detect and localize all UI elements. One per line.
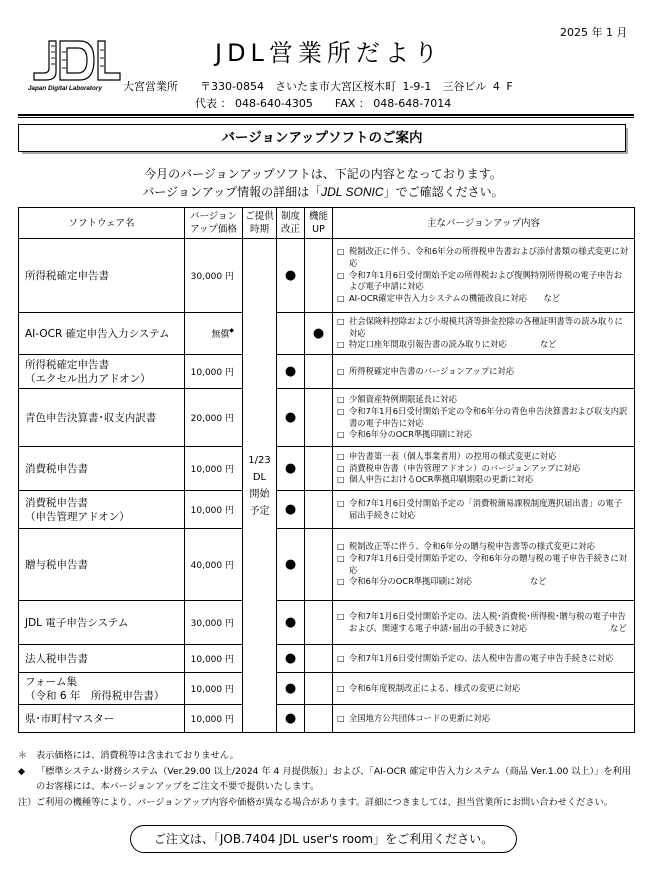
software-name: 青色申告決算書･収支内訳書	[19, 389, 185, 447]
intro-line-2: バージョンアップ情報の詳細は「JDL SONIC」でご確認ください。	[142, 185, 504, 199]
content-item: □ 全国地方公共団体コードの更新に対応	[337, 712, 491, 723]
checkbox-icon: □	[337, 498, 345, 508]
col-function-up: 機能 UP	[305, 208, 333, 239]
checkbox-icon: □	[337, 270, 345, 280]
software-name: 消費税申告書 （申告管理アドオン）	[19, 491, 185, 529]
content-item: □ 税制改正に伴う、令和6年分の所得税申告書および添付書類の様式変更に対応	[337, 246, 629, 268]
logo-caption: Japan Digital Laboratory	[28, 85, 102, 92]
upgrade-price: 10,000 円	[185, 645, 243, 673]
tax-reform-mark: ●	[277, 239, 305, 313]
update-content	[333, 355, 635, 389]
table-row	[19, 447, 635, 491]
jdl-logo	[28, 38, 122, 94]
software-name: 所得税確定申告書	[19, 239, 185, 313]
content-item: □ 令和6年分のOCR準拠印刷に対応	[337, 429, 472, 440]
page-title: JDL営業所だより	[215, 39, 443, 67]
tax-reform-mark	[277, 313, 305, 355]
note-free-offer: ◆ 「標準システム･財務システム（Ver.29.00 以上/2024 年 4 月提供版）」および、「AI-OCR 確定申告入力システム（商品 Ver.1.00 以上）」を利用のお客様には、本バージョンアップをご注文不要で提供いたします。	[18, 765, 631, 792]
checkbox-icon: □	[337, 553, 345, 563]
content-item: □ 社会保険料控除および小規模共済等掛金控除の各種証明書等の読み取りに対応	[337, 315, 623, 338]
col-software: ソフトウェア名	[19, 208, 185, 239]
function-up-mark	[305, 239, 333, 313]
table-row	[19, 529, 635, 601]
col-content: 主なバージョンアップ内容	[333, 208, 635, 239]
note-tax: ＊ 表示価格には、消費税等は含まれておりません。	[18, 750, 239, 761]
content-item: □ 税制改正等に伴う、令和6年分の贈与税申告書等の様式変更に対応	[337, 541, 595, 552]
col-price: バージョン アップ価格	[185, 208, 243, 239]
office-name: 大宮営業所	[123, 80, 178, 93]
upgrade-price: 10,000 円	[185, 491, 243, 529]
versionup-table	[18, 207, 635, 733]
checkbox-icon: □	[337, 316, 345, 326]
tax-reform-mark: ●	[277, 491, 305, 529]
function-up-mark	[305, 389, 333, 447]
note-disclaimer: 注） ご利用の機種等により、バージョンアップ内容や価格が異なる場合があります。詳細につきましては、担当営業所にお問い合わせください。	[18, 796, 613, 808]
upgrade-price: 無償◆	[185, 313, 243, 355]
release-schedule: 1/23 DL 開始 予定	[243, 239, 277, 733]
fax-number: FAX ： 048-648-7014	[334, 97, 452, 110]
checkbox-icon: □	[337, 395, 345, 405]
content-item: □ 令和7年1月6日受付開始予定の、法人税申告書の電子申告手続きに対応	[337, 652, 614, 663]
col-tax-reform: 制度 改正	[277, 208, 305, 239]
content-item: □ 特定口座年間取引報告書の読み取りに対応 など	[337, 339, 557, 350]
content-item: □ 令和7年1月6日受付開始予定の、法人税･消費税･所得税･贈与税の電子申告および、関連する電子申請･届出の手続きに対応 など	[337, 610, 627, 633]
function-up-mark	[305, 491, 333, 529]
order-info-box: ご注文は、「JOB.7404 JDL user's room」をご利用ください。	[130, 825, 517, 853]
table-header-row	[19, 208, 635, 239]
tax-reform-mark: ●	[277, 601, 305, 645]
content-item: □ 少額資産特例期限延長に対応	[337, 394, 457, 405]
checkbox-icon: □	[337, 611, 345, 621]
function-up-mark	[305, 529, 333, 601]
issue-date: 2025 年 1 月	[560, 26, 628, 39]
content-item: □ 令和6年度税制改正による、様式の変更に対応	[337, 682, 521, 693]
upgrade-price: 20,000 円	[185, 389, 243, 447]
software-name: 法人税申告書	[19, 645, 185, 673]
function-up-mark	[305, 355, 333, 389]
checkbox-icon: □	[337, 340, 345, 350]
function-up-mark: ●	[305, 313, 333, 355]
function-up-mark	[305, 601, 333, 645]
content-item: □ 令和7年1月6日受付開始予定の「消費税簡易課税制度選択届出書」の電子届出手続きに対応	[337, 497, 623, 520]
function-up-mark	[305, 447, 333, 491]
software-name: フォーム集 （令和 6 年 所得税申告書）	[19, 673, 185, 705]
software-name: 県･市町村マスター	[19, 705, 185, 733]
col-timing: ご提供 時期	[243, 208, 277, 239]
checkbox-icon: □	[337, 247, 345, 257]
checkbox-icon: □	[337, 475, 345, 485]
update-content	[333, 601, 635, 645]
upgrade-price: 30,000 円	[185, 601, 243, 645]
upgrade-price: 10,000 円	[185, 673, 243, 705]
function-up-mark	[305, 705, 333, 733]
software-name: 所得税確定申告書 （エクセル出力アドオン）	[19, 355, 185, 389]
function-up-mark	[305, 673, 333, 705]
checkbox-icon: □	[337, 430, 345, 440]
office-line	[123, 78, 513, 94]
table-row	[19, 313, 635, 355]
software-name: JDL 電子申告システム	[19, 601, 185, 645]
section-heading: バージョンアップソフトのご案内	[18, 124, 626, 152]
header-rule-thick	[18, 114, 634, 116]
content-item: □ 消費税申告書（申告管理アドオン）のバージョンアップに対応	[337, 462, 581, 473]
table-row	[19, 705, 635, 733]
content-item: □ 令和7年1月6日受付開始予定の、令和6年分の贈与税の電子申告手続きに対応	[337, 552, 627, 575]
software-name: 消費税申告書	[19, 447, 185, 491]
update-content	[333, 239, 635, 313]
checkbox-icon: □	[337, 451, 345, 461]
update-content	[333, 529, 635, 601]
tax-reform-mark: ●	[277, 389, 305, 447]
upgrade-price: 10,000 円	[185, 705, 243, 733]
header-rule-thin	[18, 117, 634, 118]
checkbox-icon: □	[337, 577, 345, 587]
jdl-sonic-link[interactable]: JDL SONIC	[321, 185, 384, 199]
checkbox-icon: □	[337, 653, 345, 663]
content-item: □ 所得税確定申告書のバージョンアップに対応	[337, 365, 515, 376]
contact-line	[195, 95, 451, 111]
update-content	[333, 389, 635, 447]
footnotes	[18, 748, 634, 810]
content-item: □ AI-OCR確定申告入力システムの機能改良に対応 など	[337, 293, 561, 304]
checkbox-icon: □	[337, 542, 345, 552]
software-name: AI-OCR 確定申告入力システム	[19, 313, 185, 355]
content-item: □ 令和7年1月6日受付開始予定の所得税および復興特別所得税の電子申告および電子申請に対応	[337, 269, 623, 292]
update-content	[333, 313, 635, 355]
tax-reform-mark: ●	[277, 673, 305, 705]
update-content	[333, 673, 635, 705]
tax-reform-mark: ●	[277, 529, 305, 601]
checkbox-icon: □	[337, 294, 345, 304]
table-row	[19, 389, 635, 447]
upgrade-price: 30,000 円	[185, 239, 243, 313]
checkbox-icon: □	[337, 713, 345, 723]
checkbox-icon: □	[337, 683, 345, 693]
office-address: 〒330-0854 さいたま市大宮区桜木町 1-9-1 三谷ビル 4 F	[200, 80, 513, 93]
tax-reform-mark: ●	[277, 447, 305, 491]
function-up-mark	[305, 645, 333, 673]
content-item: □ 個人申告におけるOCR準拠印刷期限の更新に対応	[337, 474, 534, 485]
checkbox-icon: □	[337, 406, 345, 416]
update-content	[333, 491, 635, 529]
upgrade-price: 10,000 円	[185, 447, 243, 491]
checkbox-icon: □	[337, 366, 345, 376]
content-item: □ 令和7年1月6日受付開始予定の令和6年分の青色申告決算書および収支内訳書の電子申告に対応	[337, 405, 628, 428]
tax-reform-mark: ●	[277, 645, 305, 673]
checkbox-icon: □	[337, 463, 345, 473]
table-row	[19, 645, 635, 673]
content-item: □ 令和6年分のOCR準拠印刷に対応 など	[337, 576, 547, 587]
tax-reform-mark: ●	[277, 705, 305, 733]
update-content	[333, 645, 635, 673]
table-row	[19, 601, 635, 645]
software-name: 贈与税申告書	[19, 529, 185, 601]
table-row	[19, 491, 635, 529]
table-row	[19, 239, 635, 313]
update-content	[333, 705, 635, 733]
tax-reform-mark: ●	[277, 355, 305, 389]
update-content	[333, 447, 635, 491]
phone-number: 代表 ： 048-640-4305	[195, 97, 313, 110]
upgrade-price: 40,000 円	[185, 529, 243, 601]
free-offer-mark: ◆	[229, 327, 234, 334]
intro-line-1: 今月のバージョンアップソフトは、下記の内容となっております。	[144, 167, 502, 181]
upgrade-price: 10,000 円	[185, 355, 243, 389]
table-row	[19, 673, 635, 705]
table-row	[19, 355, 635, 389]
content-item: □ 申告書第一表（個人事業者用）の控用の様式変更に対応	[337, 450, 557, 461]
